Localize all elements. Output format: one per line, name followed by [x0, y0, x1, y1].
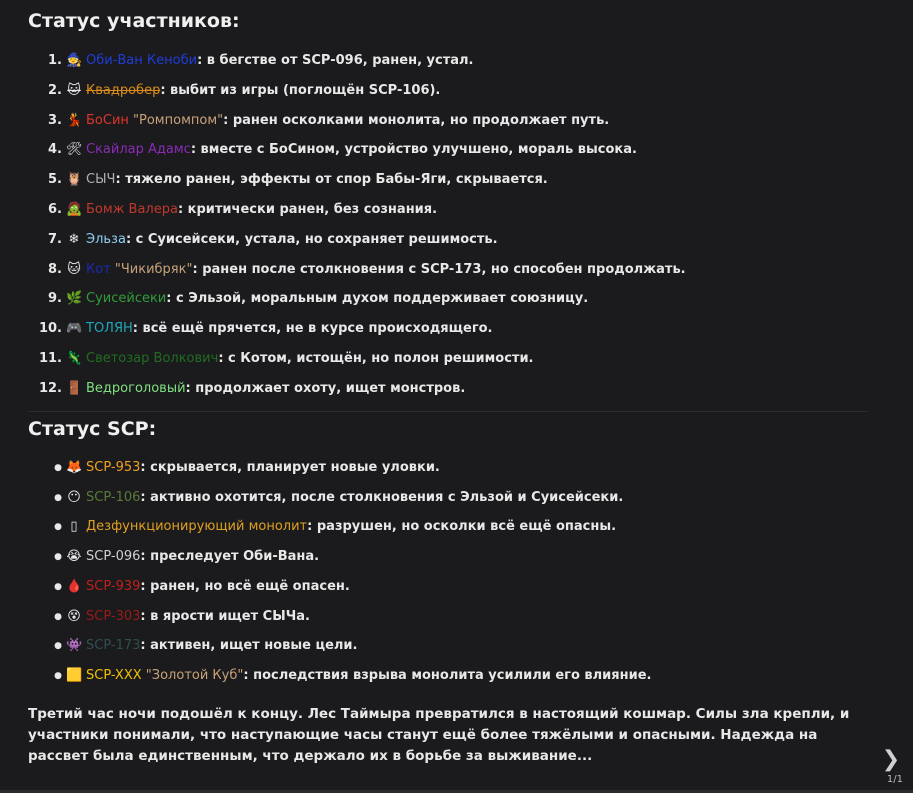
scp-emoji-icon: 😶	[67, 489, 81, 505]
scp-emoji-icon: 😭	[66, 549, 82, 565]
bullet-icon: ●	[54, 670, 62, 681]
scp-emoji-icon: 🦊	[66, 460, 83, 475]
participant-name: Светозар Волкович	[86, 351, 219, 366]
item-number: 5.	[48, 172, 62, 188]
participant-emoji-icon: 🛠	[66, 142, 83, 158]
participant-item	[28, 349, 534, 369]
item-number: 8.	[48, 261, 62, 277]
participant-emoji-icon: 🐱	[67, 261, 81, 277]
participant-emoji-icon: ❄	[68, 231, 80, 247]
item-number: 3.	[48, 112, 62, 128]
participant-item	[28, 379, 465, 399]
bullet-icon: ●	[54, 611, 62, 622]
participant-item	[28, 260, 686, 280]
item-number: 1.	[48, 53, 62, 68]
narrative-paragraph: Третий час ночи подошёл к концу. Лес Таймыра превратился в настоящий кошмар. Силы зла крепли, и участники понимали, что наступающие часы станут ещё более тяжёлыми и опасными. Надежда на рассвет была единственным, что держало их в борьбе за выживание...	[28, 706, 850, 764]
participant-item	[28, 289, 588, 309]
scp-item	[28, 636, 357, 656]
item-number: 2.	[48, 82, 62, 98]
next-page-button[interactable]	[881, 748, 901, 772]
participant-emoji-icon: 🧙	[66, 53, 83, 68]
participant-status: : ранен осколками монолита, но продолжает путь.	[223, 112, 610, 128]
participant-emoji-icon: 🦎	[66, 351, 83, 366]
participant-nickname: "Ромпомпом"	[128, 112, 224, 128]
item-number: 9.	[48, 291, 62, 307]
participant-name: Оби-Ван Кеноби	[86, 53, 198, 68]
scp-item	[28, 607, 310, 627]
participant-name: СЫЧ	[86, 172, 116, 188]
scp-emoji-icon: 👾	[66, 638, 83, 654]
scp-status: : разрушен, но осколки всё ещё опасны.	[307, 519, 617, 535]
participant-item	[28, 170, 548, 190]
scp-name: SCP-303	[86, 608, 141, 624]
scp-status: : преследует Оби-Вана.	[140, 549, 320, 565]
scp-item	[28, 547, 319, 567]
scp-name: SCP-106	[86, 489, 141, 505]
scp-emoji-icon: ▯	[70, 519, 78, 535]
participant-status: : критически ранен, без сознания.	[177, 202, 438, 217]
scp-emoji-icon: 😵	[67, 608, 81, 624]
participant-status: : с Эльзой, моральным духом поддерживает союзницу.	[166, 291, 589, 307]
participant-nickname: "Чикибряк"	[110, 261, 193, 277]
participant-emoji-icon: 🎮	[66, 321, 83, 337]
bullet-icon: ●	[54, 641, 62, 652]
participant-name: Скайлар Адамс	[86, 142, 191, 158]
scp-status: : активен, ищет новые цели.	[140, 638, 358, 654]
participant-status: : продолжает охоту, ищет монстров.	[185, 380, 466, 396]
item-number: 10.	[38, 321, 62, 337]
scp-item	[28, 488, 623, 508]
bullet-icon: ●	[54, 492, 62, 503]
participant-item	[28, 230, 498, 250]
participant-status: : ранен после столкновения с SCP-173, но способен продолжать.	[192, 261, 686, 277]
participant-name: Эльза	[86, 231, 126, 247]
participant-status: : вместе с БоСином, устройство улучшено, мораль высока.	[190, 142, 637, 158]
participant-item	[28, 319, 493, 339]
participants-heading: Статус участников:	[28, 10, 240, 32]
scp-item	[28, 458, 440, 478]
participant-emoji-icon: 🚪	[66, 380, 83, 396]
participant-emoji-icon: 💃	[66, 112, 83, 128]
participant-name: Суисейсеки	[86, 291, 167, 307]
bullet-icon: ●	[54, 552, 62, 563]
scp-name: SCP-096	[86, 549, 141, 565]
participant-name: Бомж Валера	[86, 202, 178, 217]
participant-status: : с Котом, истощён, но полон решимости.	[218, 351, 534, 366]
scp-item	[28, 517, 616, 537]
participant-name: БоСин	[86, 112, 129, 128]
participant-emoji-icon: 🌿	[66, 291, 83, 307]
participant-emoji-icon: 🧟	[66, 202, 83, 217]
scp-name: SCP-939	[86, 578, 141, 594]
scp-name: SCP-173	[86, 638, 141, 654]
scp-status: : ранен, но всё ещё опасен.	[140, 578, 350, 594]
participant-status: : тяжело ранен, эффекты от спор Бабы-Яги, скрывается.	[115, 172, 548, 188]
scp-emoji-icon: 🟨	[66, 667, 83, 683]
scp-status: : в ярости ищет СЫЧа.	[140, 608, 310, 624]
participant-item	[28, 200, 437, 220]
participant-name: Квадробер	[86, 82, 161, 98]
participant-name: ТОЛЯН	[86, 321, 133, 337]
participant-item	[28, 51, 474, 71]
bullet-icon: ●	[54, 581, 62, 592]
scp-status: : скрывается, планирует новые уловки.	[140, 460, 440, 475]
scp-emoji-icon: 🩸	[66, 578, 83, 594]
participant-emoji-icon: 🦉	[66, 172, 83, 188]
bullet-icon: ●	[54, 522, 62, 533]
scp-item	[28, 666, 651, 686]
scp-status: : активно охотится, после столкновения с Эльзой и Суисейсеки.	[140, 489, 624, 505]
scp-nickname: "Золотой Куб"	[141, 667, 244, 683]
scp-name: Дезфункционирующий монолит	[86, 519, 308, 535]
participant-item	[28, 81, 440, 101]
participant-item	[28, 111, 609, 131]
scp-heading: Статус SCP:	[28, 418, 157, 440]
page-indicator: 1/1	[886, 774, 903, 785]
participant-emoji-icon: 🐱	[67, 82, 81, 98]
section-divider	[28, 411, 868, 412]
item-number: 12.	[38, 380, 62, 396]
item-number: 11.	[38, 351, 62, 366]
participant-item	[28, 140, 637, 160]
bullet-icon: ●	[54, 463, 62, 473]
participant-status: : всё ещё прячется, не в курсе происходящего.	[132, 321, 493, 337]
scp-name: SCP-XXX	[86, 667, 142, 683]
participant-name: Кот	[86, 261, 111, 277]
item-number: 4.	[48, 142, 62, 158]
item-number: 6.	[48, 202, 62, 217]
participant-status: : с Суисейсеки, устала, но сохраняет решимость.	[125, 231, 498, 247]
participant-status: : выбит из игры (поглощён SCP-106).	[160, 82, 441, 98]
scp-name: SCP-953	[86, 460, 141, 475]
item-number: 7.	[48, 231, 62, 247]
participant-status: : в бегстве от SCP-096, ранен, устал.	[197, 53, 474, 68]
scp-item	[28, 577, 350, 597]
chevron-right-icon: ❯	[881, 747, 901, 772]
scp-status: : последствия взрыва монолита усилили его влияние.	[243, 667, 652, 683]
participant-name: Ведроголовый	[86, 380, 186, 396]
